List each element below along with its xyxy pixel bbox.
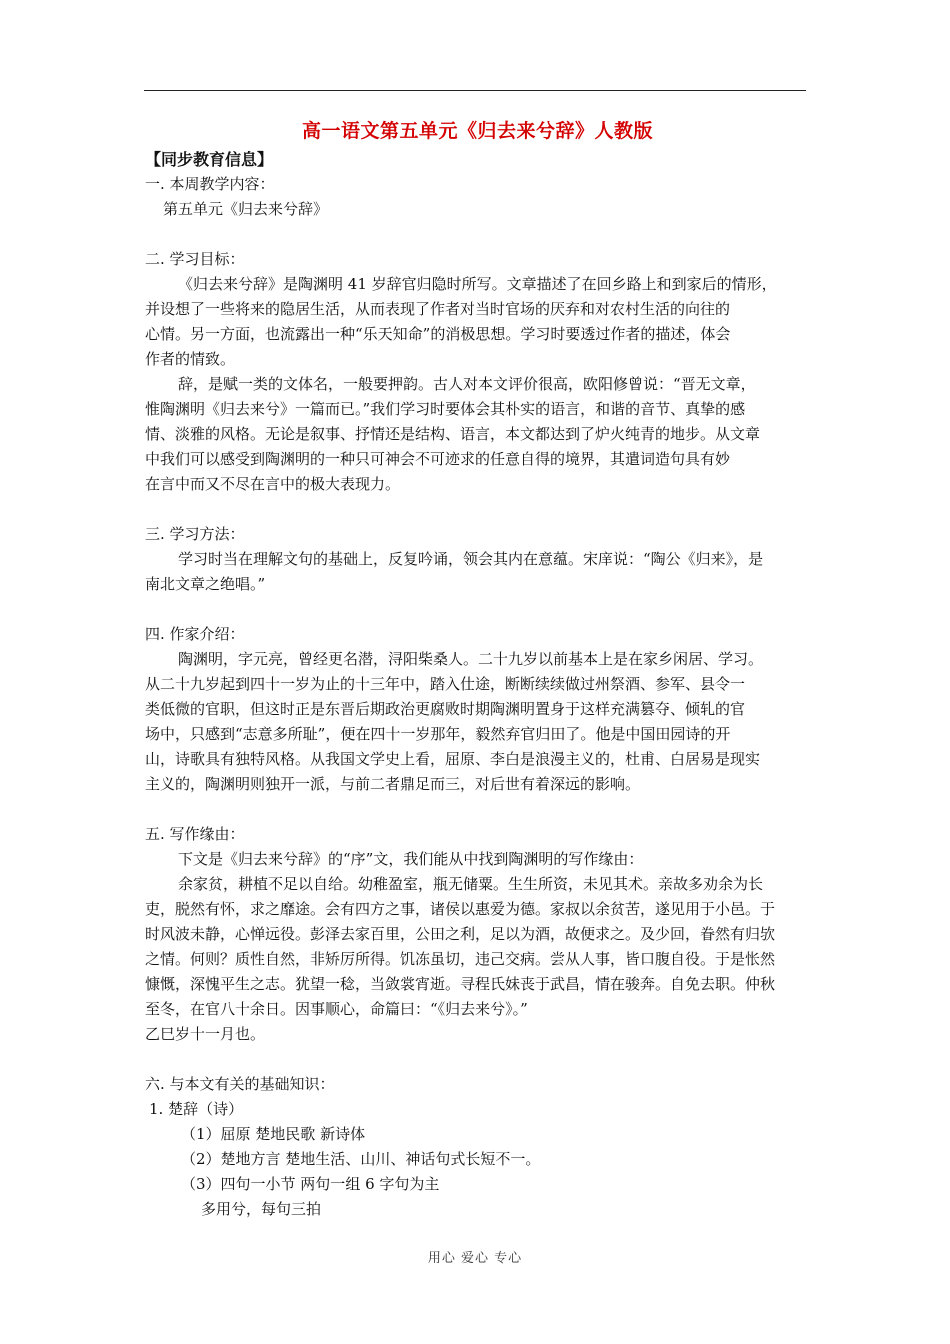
- text-line: 并设想了一些将来的隐居生活，从而表现了作者对当时官场的厌弃和对农村生活的向往的: [145, 300, 731, 318]
- text-line: 之情。何则？质性自然，非矫厉所得。饥冻虽切，违己交病。尝从人事，皆口腹自役。于是怅然: [145, 950, 776, 968]
- subsection-heading: 1. 楚辞（诗）: [149, 1100, 244, 1118]
- text-line: 慷慨，深愧平生之志。犹望一稔，当敛裳宵逝。寻程氏妹丧于武昌，情在骏奔。自免去职。仲秋: [145, 975, 776, 993]
- section-1-heading: 一. 本周教学内容：: [145, 175, 275, 193]
- page-footer: 用心 爱心 专心: [427, 1251, 523, 1266]
- text-line: 在言中而又不尽在言中的极大表现力。: [145, 475, 401, 493]
- text-line: 学习时当在理解文句的基础上，反复吟诵，领会其内在意蕴。宋庠说：“陶公《归来》，是: [178, 550, 764, 568]
- text-line: 作者的情致。: [145, 350, 236, 368]
- text-line: 辞，是赋一类的文体名，一般要押韵。古人对本文评价很高，欧阳修曾说：“晋无文章，: [178, 375, 756, 393]
- text-line: 主义的，陶渊明则独开一派，与前二者鼎足而三，对后世有着深远的影响。: [145, 775, 641, 793]
- section-5-heading: 五. 写作缘由：: [145, 825, 245, 843]
- section-2-paragraph-1: [145, 272, 810, 372]
- list-note: 多用兮，每句三拍: [201, 1200, 322, 1218]
- text-line: 至冬，在官八十余日。因事顺心，命篇曰：“《归去来兮》。”: [145, 1000, 528, 1018]
- text-line: 陶渊明，字元亮，曾经更名潜，浔阳柴桑人。二十九岁以前基本上是在家乡闲居、学习。: [178, 650, 764, 668]
- section-4-paragraph: [145, 647, 810, 797]
- section-6-heading: 六. 与本文有关的基础知识：: [145, 1075, 335, 1093]
- text-line: 情、淡雅的风格。无论是叙事、抒情还是结构、语言，本文都达到了炉火纯青的地步。从文章: [145, 425, 761, 443]
- text-line: 时风波未静，心惮远役。彭泽去家百里，公田之利，足以为酒，故便求之。及少回，眷然有归欤: [145, 925, 776, 943]
- section-2-paragraph-2: [145, 372, 810, 497]
- text-line: 山，诗歌具有独特风格。从我国文学史上看，屈原、李白是浪漫主义的，杜甫、白居易是现实: [145, 750, 761, 768]
- text-line: 从二十九岁起到四十一岁为止的十三年中，踏入仕途，断断续续做过州祭酒、参军、县令一: [145, 675, 746, 693]
- header-rule: [144, 90, 806, 91]
- text-line: 《归去来兮辞》是陶渊明 41 岁辞官归隐时所写。文章描述了在回乡路上和到家后的情形，: [178, 275, 777, 293]
- section-4-heading: 四. 作家介绍：: [145, 625, 245, 643]
- document-body: [145, 118, 810, 1222]
- section-1-line: 第五单元《归去来兮辞》: [163, 200, 329, 218]
- section-5-date-line: 乙巳岁十一月也。: [145, 1025, 266, 1043]
- section-3-heading: 三. 学习方法：: [145, 525, 245, 543]
- list-item: （2）楚地方言 楚地生活、山川、神话句式长短不一。: [181, 1150, 541, 1168]
- text-line: 中我们可以感受到陶渊明的一种只可神会不可迹求的任意自得的境界，其遣词造句具有妙: [145, 450, 731, 468]
- section-3-paragraph: [145, 547, 810, 597]
- list-item: （3）四句一小节 两句一组 6 字句为主: [181, 1175, 440, 1193]
- section-5-intro: [145, 847, 810, 872]
- section-5-preface: [145, 872, 810, 1022]
- text-line: 余家贫，耕植不足以自给。幼稚盈室，瓶无储粟。生生所资，未见其术。亲故多劝余为长: [178, 875, 764, 893]
- list-item: （1）屈原 楚地民歌 新诗体: [181, 1125, 366, 1143]
- text-line: 南北文章之绝唱。”: [145, 575, 266, 593]
- text-line: 下文是《归去来兮辞》的“序”文，我们能从中找到陶渊明的写作缘由：: [178, 850, 644, 868]
- document-title: 高一语文第五单元《归去来兮辞》人教版: [301, 120, 653, 142]
- text-line: 场中，只感到“志意多所耻”，便在四十一岁那年，毅然弃官归田了。他是中国田园诗的开: [145, 725, 731, 743]
- text-line: 惟陶渊明《归去来兮》一篇而已。”我们学习时要体会其朴实的语言，和谐的音节、真挚的感: [145, 400, 746, 418]
- section-banner: 【同步教育信息】: [145, 150, 274, 169]
- text-line: 心情。另一方面，也流露出一种“乐天知命”的消极思想。学习时要透过作者的描述，体会: [145, 325, 731, 343]
- text-line: 类低微的官职，但这时正是东晋后期政治更腐败时期陶渊明置身于这样充满篡夺、倾轧的官: [145, 700, 746, 718]
- text-line: 吏，脱然有怀，求之靡途。会有四方之事，诸侯以惠爱为德。家叔以余贫苦，遂见用于小邑。于: [145, 900, 776, 918]
- section-2-heading: 二. 学习目标：: [145, 250, 245, 268]
